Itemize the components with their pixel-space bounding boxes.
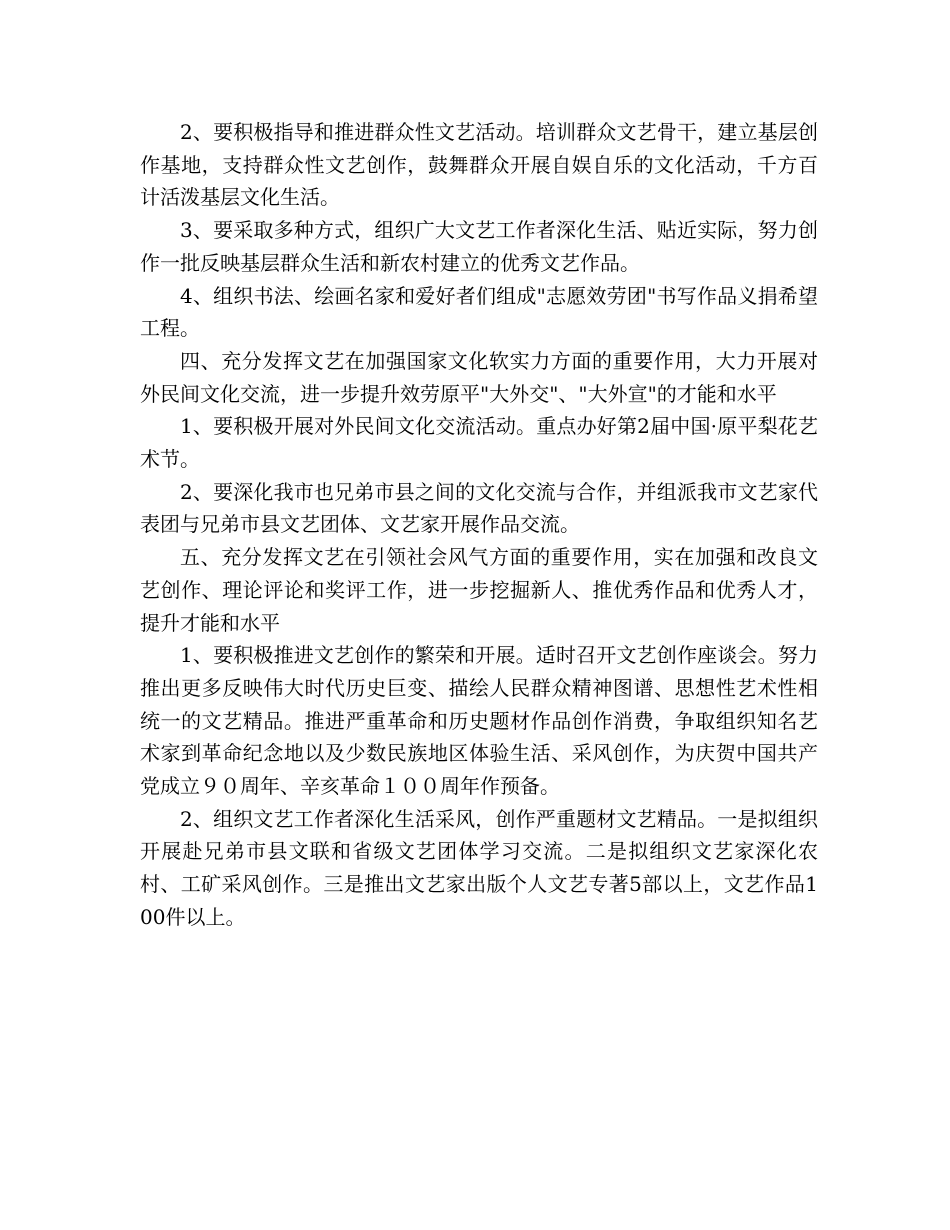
paragraph-item-2-guidance: 2、要积极指导和推进群众性文艺活动。培训群众文艺骨干，建立基层创作基地，支持群众性文艺创作，鼓舞群众开展自娱自乐的文化活动，千方百计活泼基层文化生活。 [140,120,818,210]
paragraph-item-2-fieldwork: 2、组织文艺工作者深化生活采风，创作严重题材文艺精品。一是拟组织开展赴兄弟市县文联和省级文艺团体学习交流。二是拟组织文艺家深化农村、工矿采风创作。三是推出文艺家出版个人文艺专著5部以上，文艺作品100件以上。 [140,806,818,929]
paragraph-item-2-cooperation: 2、要深化我市也兄弟市县之间的文化交流与合作，并组派我市文艺家代表团与兄弟市县文艺团体、文艺家开展作品交流。 [140,479,818,537]
section-heading-5: 五、充分发挥文艺在引领社会风气方面的重要作用，实在加强和改良文艺创作、理论评论和奖评工作，进一步挖掘新人、推优秀作品和优秀人才，提升才能和水平 [140,545,818,635]
document-page [140,116,818,934]
paragraph-item-1-exchange: 1、要积极开展对外民间文化交流活动。重点办好第2届中国·原平梨花艺术节。 [140,414,818,472]
paragraph-item-3-creation: 3、要采取多种方式，组织广大文艺工作者深化生活、贴近实际，努力创作一批反映基层群众生活和新农村建立的优秀文艺作品。 [140,218,818,275]
section-heading-4: 四、充分发挥文艺在加强国家文化软实力方面的重要作用，大力开展对外民间文化交流，进一步提升效劳原平"大外交"、"大外宣"的才能和水平 [140,348,818,406]
paragraph-item-4-calligraphy: 4、组织书法、绘画名家和爱好者们组成"志愿效劳团"书写作品义捐希望工程。 [140,283,818,341]
paragraph-item-1-prosperity: 1、要积极推进文艺创作的繁荣和开展。适时召开文艺创作座谈会。努力推出更多反映伟大时代历史巨变、描绘人民群众精神图谱、思想性艺术性相统一的文艺精品。推进严重革命和历史题材作品创作消费，争取组织知名艺术家到革命纪念地以及少数民族地区体验生活、采风创作，为庆贺中国共产党成立９０周年、辛亥革命１００周年作预备。 [140,643,818,799]
